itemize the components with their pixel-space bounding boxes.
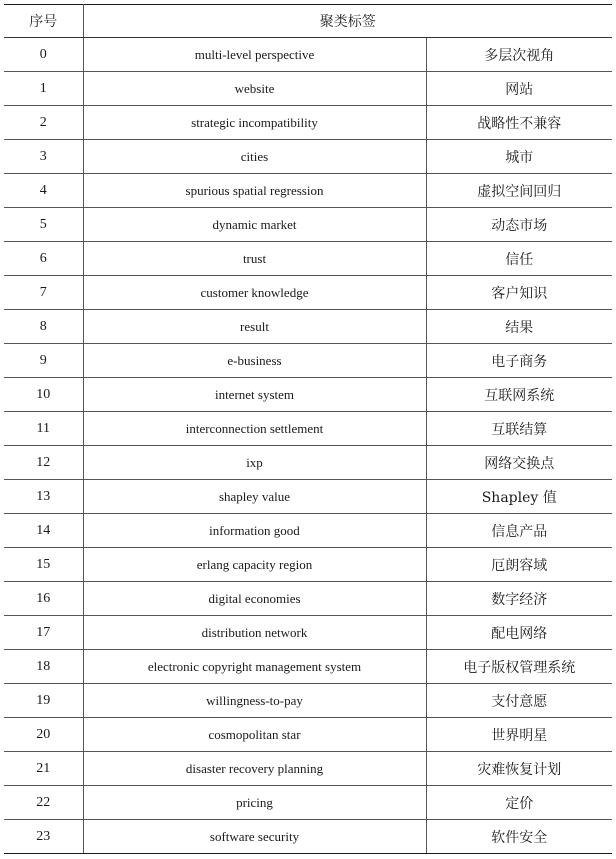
row-english-label: information good: [83, 514, 426, 548]
row-english-label: distribution network: [83, 616, 426, 650]
table-header: [4, 5, 612, 38]
table-row: [4, 514, 612, 548]
row-serial-number: 6: [4, 242, 83, 276]
row-chinese-label: 数字经济: [426, 582, 612, 616]
row-serial-number: 23: [4, 820, 83, 854]
table-row: [4, 38, 612, 72]
row-chinese-label: 动态市场: [426, 208, 612, 242]
row-chinese-label: 厄朗容域: [426, 548, 612, 582]
row-serial-number: 21: [4, 752, 83, 786]
row-chinese-label: 城市: [426, 140, 612, 174]
table-row: [4, 276, 612, 310]
table-row: [4, 480, 612, 514]
row-english-label: disaster recovery planning: [83, 752, 426, 786]
row-chinese-label: 信息产品: [426, 514, 612, 548]
table-row: [4, 446, 612, 480]
table-row: [4, 310, 612, 344]
row-english-label: willingness-to-pay: [83, 684, 426, 718]
table-row: [4, 752, 612, 786]
row-english-label: result: [83, 310, 426, 344]
row-english-label: interconnection settlement: [83, 412, 426, 446]
table-row: [4, 718, 612, 752]
row-english-label: e-business: [83, 344, 426, 378]
row-english-label: cities: [83, 140, 426, 174]
table-row: [4, 616, 612, 650]
cluster-label-table: [4, 4, 612, 854]
row-english-label: spurious spatial regression: [83, 174, 426, 208]
row-chinese-label: 客户知识: [426, 276, 612, 310]
row-serial-number: 4: [4, 174, 83, 208]
row-chinese-label: 世界明星: [426, 718, 612, 752]
row-english-label: website: [83, 72, 426, 106]
row-english-label: pricing: [83, 786, 426, 820]
row-chinese-label: 支付意愿: [426, 684, 612, 718]
row-english-label: trust: [83, 242, 426, 276]
row-serial-number: 22: [4, 786, 83, 820]
row-serial-number: 13: [4, 480, 83, 514]
row-english-label: erlang capacity region: [83, 548, 426, 582]
table-row: [4, 140, 612, 174]
table-row: [4, 548, 612, 582]
row-chinese-label: 电子商务: [426, 344, 612, 378]
cluster-label-table-container: [4, 4, 612, 854]
row-english-label: digital economies: [83, 582, 426, 616]
row-serial-number: 10: [4, 378, 83, 412]
row-chinese-label: 软件安全: [426, 820, 612, 854]
row-serial-number: 14: [4, 514, 83, 548]
row-english-label: cosmopolitan star: [83, 718, 426, 752]
row-chinese-label: 战略性不兼容: [426, 106, 612, 140]
row-serial-number: 1: [4, 72, 83, 106]
row-serial-number: 7: [4, 276, 83, 310]
table-row: [4, 242, 612, 276]
table-row: [4, 684, 612, 718]
table-row: [4, 650, 612, 684]
row-serial-number: 9: [4, 344, 83, 378]
row-english-label: strategic incompatibility: [83, 106, 426, 140]
row-english-label: shapley value: [83, 480, 426, 514]
row-english-label: customer knowledge: [83, 276, 426, 310]
row-chinese-label: 结果: [426, 310, 612, 344]
row-english-label: dynamic market: [83, 208, 426, 242]
row-serial-number: 17: [4, 616, 83, 650]
row-serial-number: 11: [4, 412, 83, 446]
table-row: [4, 344, 612, 378]
row-chinese-label: 配电网络: [426, 616, 612, 650]
table-row: [4, 378, 612, 412]
table-row: [4, 820, 612, 854]
row-chinese-label: 信任: [426, 242, 612, 276]
header-serial-number: 序号: [4, 5, 83, 38]
header-cluster-label: 聚类标签: [83, 5, 612, 38]
row-english-label: ixp: [83, 446, 426, 480]
row-english-label: electronic copyright management system: [83, 650, 426, 684]
row-serial-number: 18: [4, 650, 83, 684]
row-chinese-label: 定价: [426, 786, 612, 820]
row-serial-number: 12: [4, 446, 83, 480]
header-row: [4, 5, 612, 38]
row-chinese-label: 网站: [426, 72, 612, 106]
table-body: [4, 38, 612, 854]
row-serial-number: 5: [4, 208, 83, 242]
table-row: [4, 582, 612, 616]
row-serial-number: 16: [4, 582, 83, 616]
row-english-label: multi-level perspective: [83, 38, 426, 72]
row-chinese-label: 网络交换点: [426, 446, 612, 480]
row-english-label: software security: [83, 820, 426, 854]
row-chinese-label: Shapley 值: [426, 480, 612, 514]
row-serial-number: 19: [4, 684, 83, 718]
table-row: [4, 106, 612, 140]
row-english-label: internet system: [83, 378, 426, 412]
table-row: [4, 412, 612, 446]
row-serial-number: 15: [4, 548, 83, 582]
row-serial-number: 20: [4, 718, 83, 752]
row-chinese-label: 电子版权管理系统: [426, 650, 612, 684]
row-chinese-label: 多层次视角: [426, 38, 612, 72]
row-serial-number: 8: [4, 310, 83, 344]
row-chinese-label: 互联网系统: [426, 378, 612, 412]
row-serial-number: 0: [4, 38, 83, 72]
row-serial-number: 3: [4, 140, 83, 174]
row-chinese-label: 灾难恢复计划: [426, 752, 612, 786]
table-row: [4, 174, 612, 208]
row-chinese-label: 互联结算: [426, 412, 612, 446]
table-row: [4, 208, 612, 242]
table-row: [4, 786, 612, 820]
row-serial-number: 2: [4, 106, 83, 140]
table-row: [4, 72, 612, 106]
row-chinese-label: 虚拟空间回归: [426, 174, 612, 208]
